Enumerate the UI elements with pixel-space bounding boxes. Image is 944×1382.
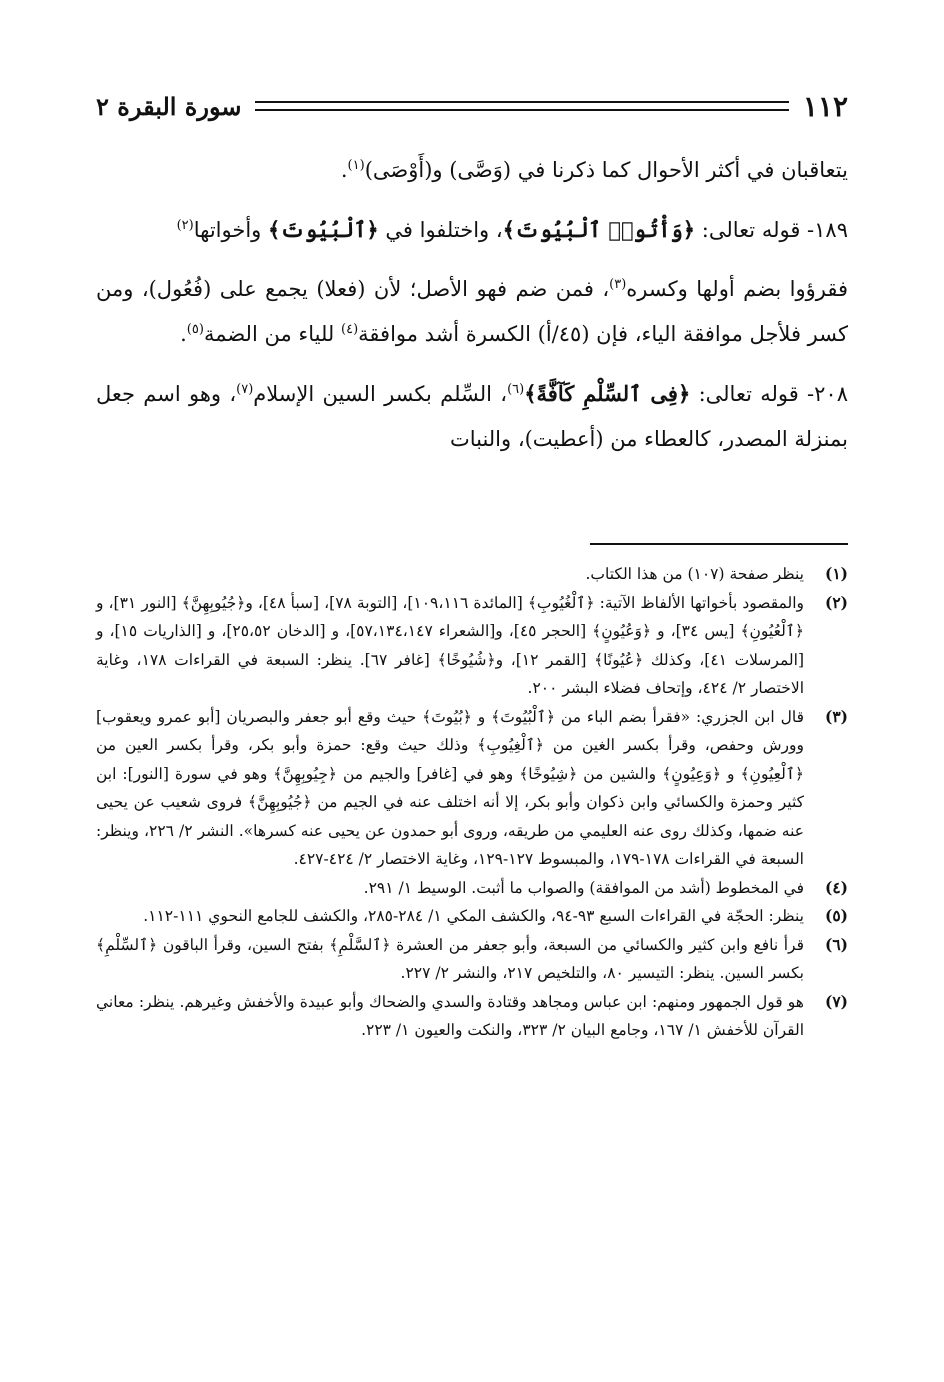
footnotes (96, 560, 848, 1045)
footnote-number: (٧) (824, 991, 848, 1011)
footnote-item (96, 703, 848, 874)
footnote-number: (١) (824, 564, 848, 583)
footnote-item (96, 589, 848, 703)
quran-quote: ﴿وَأْتُوا۟ ٱلْبُيُوتَ﴾ (502, 217, 696, 242)
footnote-ref: (٣) (609, 277, 627, 292)
document-page (96, 0, 848, 1382)
page-header (96, 86, 848, 126)
footnote-separator (590, 543, 848, 545)
footnote-text: قرأ نافع وابن كثير والكسائي من السبعة، وأبو جعفر من العشرة ﴿ٱلسَّلْمِ﴾ بفتح السين، وقرأ الباقون ﴿ٱلسِّلْمِ﴾ بكسر السين. ينظر: التيسير ٨٠، والتلخيص ٢١٧، والنشر ٢/ ٢٢٧. (96, 935, 804, 982)
paragraph-3: فقرؤوا بضم أولها وكسره$^{(٣)}$، فمن ضم فهو الأصل؛ لأن (فعلا) يجمع على (فُعُول)، ومن كسر فلأجل موافقة الياء، فإن (٤٥/أ) الكسرة أشد موافقة$^{(٤)}$ للياء من الضمة$^{(٥)}$. (96, 277, 848, 346)
footnote-number: (٥) (824, 906, 848, 925)
footnote-text: في المخطوط (أشد من الموافقة) والصواب ما أثبت. الوسيط ١/ ٢٩١. (363, 878, 804, 897)
footnote-text: هو قول الجمهور ومنهم: ابن عباس ومجاهد وقتادة والسدي والضحاك وأبو عبيدة والأخفش وغيرهم. ينظر: معاني القرآن للأخفش ١/ ١٦٧، وجامع البيان ٢/ ٣٢٣، والنكت والعيون ١/ ٢٢٣. (96, 992, 804, 1039)
footnote-text: قال ابن الجزري: «فقرأ بضم الباء من ﴿ٱلْبُيُوتَ﴾ و ﴿بُيُوتَ﴾ حيث وقع أبو جعفر والبصريان [أبو عمرو ويعقوب] وورش وحفص، وقرأ بكسر الغين من ﴿ٱلْغِيُوبِ﴾ وذلك حيث وقع: حمزة وأبو بكر، وقرأ بكسر العين من ﴿ٱلْعِيُونِ﴾ و ﴿وَعِيُونٍ﴾ والشين من ﴿شِيُوخًا﴾ وهو في [غافر] والجيم من ﴿جِيُوبِهِنَّ﴾ وهو في سورة [النور]: ابن كثير وحمزة والكسائي وابن ذكوان وأبو بكر، إلا أنه اختلف عنه في الجيم من ﴿جُيُوبِهِنَّ﴾ فروى شعيب عن يحيى عنه ضمها، وكذلك روى عنه العليمي من طريقه، وروى أبو حمدون عن يحيى عنه كسرها». النشر ٢/ ٢٢٦، وينظر: السبعة في القراءات ١٧٨-١٧٩، والمبسوط ١٢٧-١٢٩، وغاية الاختصار ٢/ ٤٢٤-٤٢٧. (96, 707, 804, 868)
footnote-number: (٦) (824, 934, 848, 954)
footnote-ref: (٢) (176, 218, 194, 233)
footnote-ref: (١) (347, 158, 365, 173)
footnote-number: (٢) (824, 592, 848, 612)
footnote-ref: (٦) (507, 382, 525, 397)
paragraph-2: ١٨٩- قوله تعالى: ﴿وَأْتُوا۟ ٱلْبُيُوتَ﴾، واختلفوا في ﴿ٱلْبُيُوتَ﴾ وأخواتها$^{(٢)}$ (176, 217, 848, 242)
footnote-item (96, 902, 848, 931)
footnote-item (96, 560, 848, 589)
footnote-number: (٤) (824, 877, 848, 897)
quran-quote: ﴿فِى ٱلسِّلْمِ كَآفَّةً﴾ (524, 381, 691, 406)
paragraph-4: ٢٠٨- قوله تعالى: ﴿فِى ٱلسِّلْمِ كَآفَّةً﴾$^{(٦)}$، السِّلم بكسر السين الإسلام$^{(٧)}$، وهو اسم جعل بمنزلة المصدر، كالعطاء من (أعطيت)، والنبات (96, 381, 848, 451)
footnote-text: ينظر: الحجّة في القراءات السبع ٩٣-٩٤، والكشف المكي ١/ ٢٨٤-٢٨٥، والكشف للجامع النحوي ١١١-١١٢. (143, 907, 804, 925)
quran-quote: ﴿ٱلْبُيُوتَ﴾ (267, 217, 379, 242)
footnote-ref: (٤) (341, 322, 359, 337)
footnote-ref: (٥) (186, 322, 204, 337)
footnote-item (96, 874, 848, 903)
footnote-text: والمقصود بأخواتها الألفاظ الآتية: ﴿ٱلْغُيُوبِ﴾ [المائدة ١٠٩،١١٦]، [التوبة ٧٨]، [سبأ ٤٨]، و﴿جُيُوبِهِنَّ﴾ [النور ٣١]، و ﴿ٱلْعُيُونِ﴾ [يس ٣٤]، و ﴿وَعُيُونٍ﴾ [الحجر ٤٥]، و[الشعراء ٥٧،١٣٤،١٤٧]، و [الدخان ٢٥،٥٢]، و [الذاريات ١٥]، و [المرسلات ٤١]، وكذلك ﴿عُيُونًا﴾ [القمر ١٢]، و﴿شُيُوخًا﴾ [غافر ٦٧]. ينظر: السبعة في القراءات ١٧٨، وغاية الاختصار ٢/ ٤٢٤، وإتحاف فضلاء البشر ٢٠٠. (96, 593, 805, 697)
footnote-item (96, 988, 848, 1045)
header-double-rule (255, 101, 788, 111)
main-text (96, 148, 848, 462)
paragraph-1: يتعاقبان في أكثر الأحوال كما ذكرنا في (وَصَّى) و(أَوْصَى)$^{(١)}$. (340, 158, 848, 182)
footnote-item (96, 931, 848, 988)
footnote-text: ينظر صفحة (١٠٧) من هذا الكتاب. (585, 565, 804, 583)
footnote-number: (٣) (824, 706, 848, 726)
surah-title: سورة البقرة ٢ (96, 91, 242, 121)
page-number: ١١٢ (802, 89, 848, 123)
footnote-ref: (٧) (236, 382, 254, 397)
